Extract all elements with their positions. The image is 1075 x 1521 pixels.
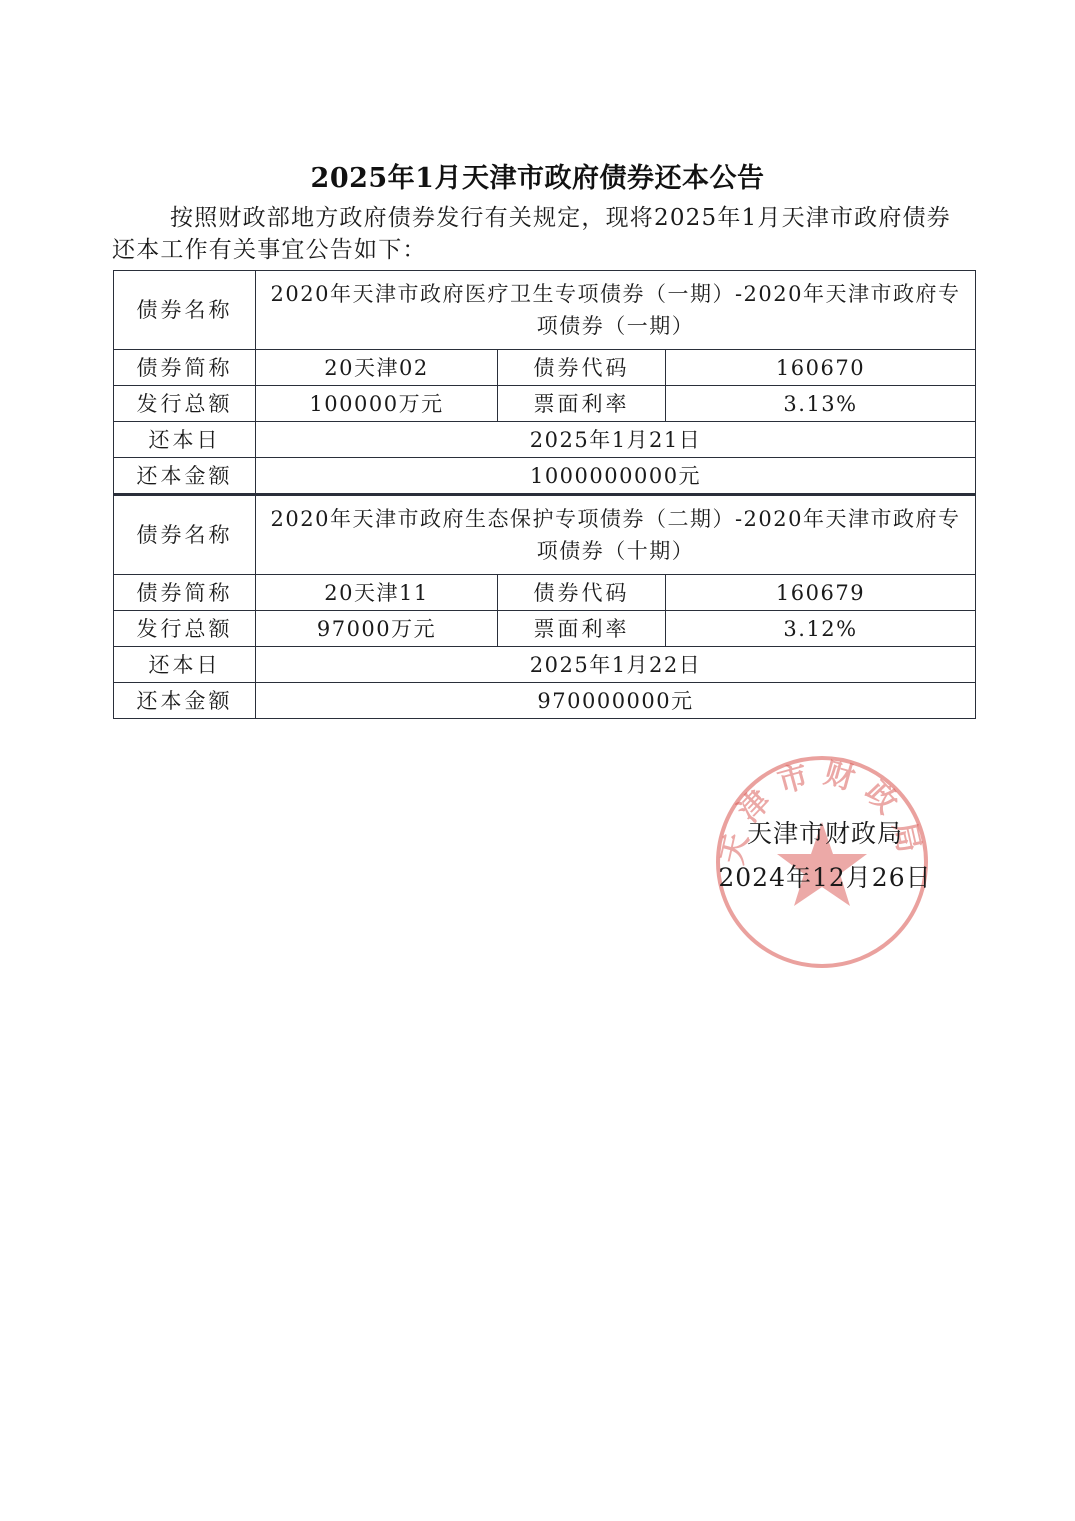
repay-amount-label: 还本金额 (114, 458, 256, 495)
repay-amount-value: 1000000000元 (256, 458, 976, 495)
short-name-value: 20天津02 (256, 350, 498, 386)
repay-date-value: 2025年1月22日 (256, 647, 976, 683)
repay-date-label: 还本日 (114, 647, 256, 683)
coupon-rate-label: 票面利率 (498, 386, 666, 422)
bond-code-label: 债券代码 (498, 350, 666, 386)
bond-code-label: 债券代码 (498, 575, 666, 611)
bond-code-value: 160679 (666, 575, 976, 611)
issue-amount-label: 发行总额 (114, 611, 256, 647)
table-row (114, 350, 976, 386)
table-row (114, 495, 976, 575)
intro-paragraph: 按照财政部地方政府债券发行有关规定，现将2025年1月天津市政府债券还本工作有关事宜公告如下： (112, 205, 951, 263)
repay-date-label: 还本日 (114, 422, 256, 458)
repay-amount-value: 970000000元 (256, 683, 976, 719)
table-row (114, 422, 976, 458)
table-row (114, 683, 976, 719)
signature-block (700, 812, 950, 900)
table-row (114, 271, 976, 350)
page-title: 2025年1月天津市政府债券还本公告 (310, 163, 765, 194)
coupon-rate-value: 3.12% (666, 611, 976, 647)
bond-group-2 (114, 495, 976, 719)
issue-amount-label: 发行总额 (114, 386, 256, 422)
table-row (114, 575, 976, 611)
seal-text: 天津市财政局 (714, 755, 930, 868)
table-row (114, 611, 976, 647)
coupon-rate-value: 3.13% (666, 386, 976, 422)
signature-date: 2024年12月26日 (718, 863, 932, 892)
issuer-name: 天津市财政局 (746, 819, 903, 848)
short-name-label: 债券简称 (114, 350, 256, 386)
issue-amount-value: 100000万元 (256, 386, 498, 422)
short-name-value: 20天津11 (256, 575, 498, 611)
bond-name-label: 债券名称 (114, 271, 256, 350)
repay-date-value: 2025年1月21日 (256, 422, 976, 458)
coupon-rate-label: 票面利率 (498, 611, 666, 647)
issue-amount-value: 97000万元 (256, 611, 498, 647)
bond-table (113, 270, 976, 719)
bond-group-1 (114, 271, 976, 495)
table-row (114, 458, 976, 495)
repay-amount-label: 还本金额 (114, 683, 256, 719)
table-row (114, 386, 976, 422)
bond-name-value: 2020年天津市政府医疗卫生专项债券（一期）-2020年天津市政府专项债券（一期） (256, 271, 976, 350)
bond-name-label: 债券名称 (114, 495, 256, 575)
bond-code-value: 160670 (666, 350, 976, 386)
table-row (114, 647, 976, 683)
bond-name-value: 2020年天津市政府生态保护专项债券（二期）-2020年天津市政府专项债券（十期） (256, 495, 976, 575)
short-name-label: 债券简称 (114, 575, 256, 611)
